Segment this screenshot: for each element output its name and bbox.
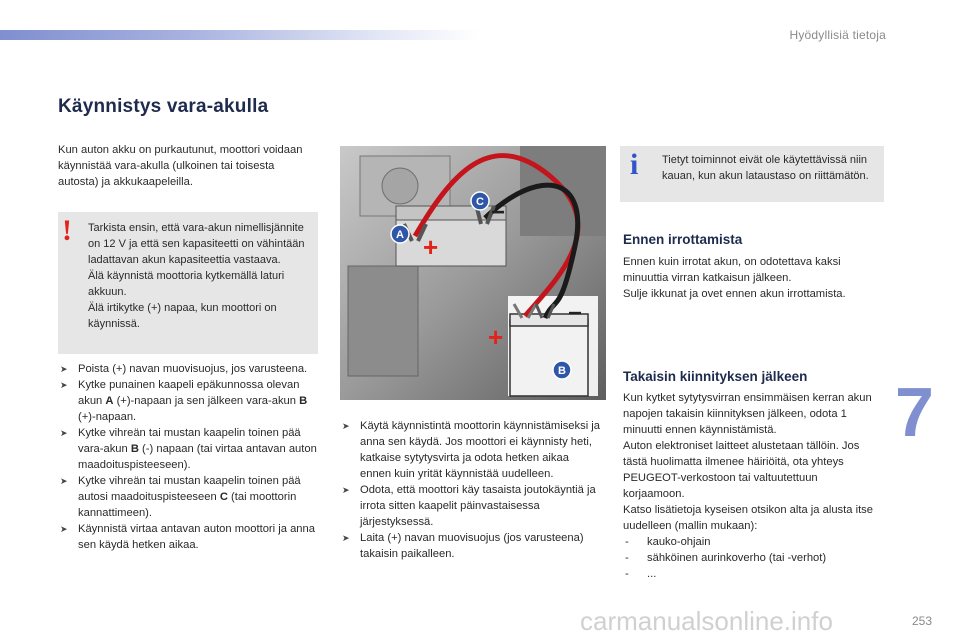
heading-before-disconnect: Ennen irrottamista (623, 232, 743, 247)
svg-text:C: C (476, 196, 484, 208)
jump-start-illustration (340, 146, 606, 400)
after-reconnect-text: Kun kytket sytytysvirran ensimmäisen kerran akun napojen takaisin kiinnityksen jälkeen, odota 1 minuutti ennen käynnistämistä. Auton elektroniset laitteet alustetaan tällöin. Jos tästä huolimatta ilmenee häiriöitä, ota yhteys PEUGEOT-verkostoon tai valtuutettuun korjaamoon. Katso lisätietoja kyseisen otsikon alta ja alusta itse uudelleen (mallin mukaan): - kauko-ohjain - sähköinen aurinkoverho (tai -verhot) - ... (623, 390, 881, 582)
page-number: 253 (912, 614, 933, 628)
list-item: - sähköinen aurinkoverho (tai -verhot) (625, 552, 827, 564)
info-box (620, 146, 884, 202)
list-item: - kauko-ohjain (625, 536, 711, 548)
svg-text:A: A (396, 229, 404, 241)
watermark: carmanualsonline.info (580, 606, 833, 636)
hand-bullet-icon: ➤ (60, 380, 68, 390)
list-item: - ... (625, 568, 657, 580)
warning-line: Älä irtikytke (+) napaa, kun moottori on käynnissä. (88, 302, 277, 330)
hand-bullet-icon: ➤ (342, 533, 350, 543)
hand-bullet-icon: ➤ (60, 524, 68, 534)
callout-c (471, 192, 489, 210)
before-disconnect-text: Ennen kuin irrotat akun, on odotettava kaksi minuuttia virran katkaisun jälkeen. Sulje ikkunat ja ovet ennen akun irrottamista. (623, 256, 846, 300)
reinit-list (623, 534, 881, 582)
callout-a (391, 225, 409, 243)
hand-bullet-icon: ➤ (60, 476, 68, 486)
svg-text:+: + (488, 322, 504, 352)
warning-line: Tarkista ensin, että vara-akun nimellisjännite on 12 V ja että sen kapasiteetti on vähintään ladattavan akun kapasiteettia vastaava. (88, 222, 305, 266)
intro-paragraph: Kun auton akku on purkautunut, moottori voidaan käynnistää vara-akulla (ulkoinen tai toisesta autosta) ja akkukaapeleilla. (58, 144, 303, 188)
svg-text:−: − (568, 300, 583, 327)
steps-middle-list (340, 418, 602, 562)
hand-bullet-icon: ➤ (342, 421, 350, 431)
list-item: ➤ Käynnistä virtaa antavan auton moottori ja anna sen käydä hetken aikaa. (60, 523, 315, 551)
heading-after-reconnect: Takaisin kiinnityksen jälkeen (623, 369, 808, 384)
info-icon: i (630, 148, 639, 181)
list-item: ➤ Odota, että moottori käy tasaista joutokäyntiä ja irrota sitten kaapelit päinvastaisessa järjestyksessä. (342, 484, 596, 528)
hand-bullet-icon: ➤ (60, 428, 68, 438)
callout-b (553, 361, 571, 379)
list-item: ➤ Laita (+) navan muovisuojus (jos varusteena) takaisin paikalleen. (342, 532, 584, 560)
info-text: Tietyt toiminnot eivät ole käytettävissä niin kauan, kun akun lataustaso on riittämätön. (662, 154, 869, 182)
warning-line: Älä käynnistä moottoria kytkemällä laturi akkuun. (88, 270, 285, 298)
hand-bullet-icon: ➤ (342, 485, 350, 495)
chapter-number: 7 (895, 373, 934, 451)
svg-text:+: + (423, 232, 439, 262)
list-item: ➤ Poista (+) navan muovisuojus, jos varusteena. (60, 363, 308, 375)
list-item: ➤ Kytke punainen kaapeli epäkunnossa olevan akun A (+)-napaan ja sen jälkeen vara-akun B (+)-napaan. (60, 379, 308, 423)
exclamation-icon: ! (62, 214, 72, 247)
list-item: ➤ Kytke vihreän tai mustan kaapelin toinen pää autosi maadoituspisteeseen C (tai moottorin kannattimeen). (60, 475, 301, 519)
steps-left-list (58, 361, 320, 553)
svg-text:B: B (558, 365, 566, 377)
page-title: Käynnistys vara-akulla (58, 96, 269, 117)
list-item: ➤ Käytä käynnistintä moottorin käynnistämiseksi ja anna sen käydä. Jos moottori ei käynnisty heti, katkaise sytytysvirta ja odota hetken aikaa ennen kuin yrität käynnistää uudelleen. (342, 420, 601, 480)
header-bar (0, 30, 480, 40)
hand-bullet-icon: ➤ (60, 364, 68, 374)
warning-box (58, 212, 318, 354)
svg-text:−: − (491, 199, 506, 226)
warning-text (88, 220, 310, 332)
list-item: ➤ Kytke vihreän tai mustan kaapelin toinen pää vara-akun B (-) napaan (tai virtaa antavan auton maadoituspisteeseen). (60, 427, 317, 471)
section-title: Hyödyllisiä tietoja (789, 28, 886, 42)
